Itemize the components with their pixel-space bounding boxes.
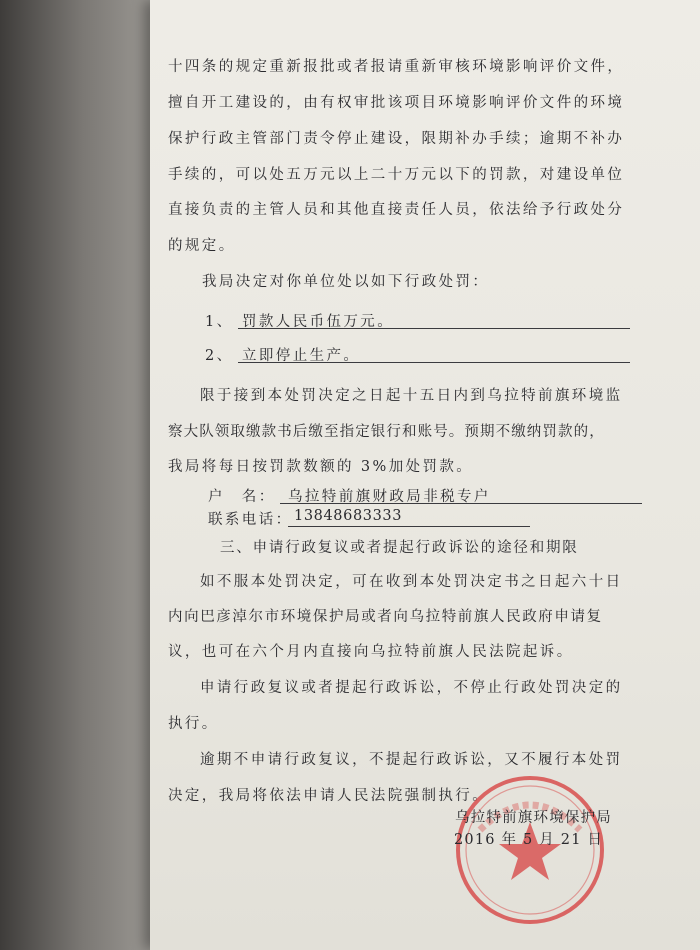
appeal-line-7: 决定，我局将依法申请人民法院强制执行。: [168, 788, 490, 804]
issuing-organization: 乌拉特前旗环境保护局: [455, 810, 612, 826]
body-line-2: 擅自开工建设的，由有权审批该项目环境影响评价文件的环境: [168, 95, 625, 111]
section-3-heading: 三、申请行政复议或者提起行政诉讼的途径和期限: [220, 540, 579, 556]
account-name-label: 户 名：: [208, 489, 276, 505]
penalty-2-text: 立即停止生产。: [242, 348, 361, 364]
body-line-3: 保护行政主管部门责令停止建设，限期补办手续；逾期不补办: [168, 131, 625, 147]
body-line-4: 手续的，可以处五万元以上二十万元以下的罚款，对建设单位: [168, 167, 625, 183]
official-seal-icon: [450, 770, 610, 930]
phone-underline: [288, 526, 530, 527]
payment-line-2: 察大队领取缴款书后缴至指定银行和账号。预期不缴纳罚款的，: [168, 424, 605, 440]
appeal-line-5: 执行。: [168, 716, 219, 732]
phone-value: 13848683333: [294, 508, 403, 524]
penalty-1-number: 1、: [205, 314, 234, 330]
payment-line-3: 我局将每日按罚款数额的 3%加处罚款。: [168, 459, 474, 475]
penalty-1-text: 罚款人民币伍万元。: [242, 314, 395, 330]
phone-label: 联系电话：: [208, 512, 293, 528]
appeal-line-4: 申请行政复议或者提起行政诉讼，不停止行政处罚决定的: [200, 680, 623, 696]
appeal-line-1: 如不服本处罚决定，可在收到本处罚决定书之日起六十日: [200, 574, 623, 590]
document-page: [150, 0, 700, 950]
body-line-1: 十四条的规定重新报批或者报请重新审核环境影响评价文件，: [168, 59, 625, 75]
issue-date: 2016 年 5 月 21 日: [454, 832, 604, 848]
decision-intro: 我局决定对你单位处以如下行政处罚：: [202, 274, 490, 290]
appeal-line-3: 议，也可在六个月内直接向乌拉特前旗人民法院起诉。: [168, 644, 574, 660]
background-surface: [0, 0, 150, 950]
body-line-5: 直接负责的主管人员和其他直接责任人员，依法给予行政处分: [168, 202, 625, 218]
appeal-line-6: 逾期不申请行政复议，不提起行政诉讼，又不履行本处罚: [200, 752, 623, 768]
account-name-value: 乌拉特前旗财政局非税专户: [288, 489, 491, 505]
penalty-2-number: 2、: [205, 348, 234, 364]
appeal-line-2: 内向巴彦淖尔市环境保护局或者向乌拉特前旗人民政府申请复: [168, 609, 603, 625]
payment-line-1: 限于接到本处罚决定之日起十五日内到乌拉特前旗环境监: [200, 388, 623, 404]
body-line-6: 的规定。: [168, 238, 236, 254]
